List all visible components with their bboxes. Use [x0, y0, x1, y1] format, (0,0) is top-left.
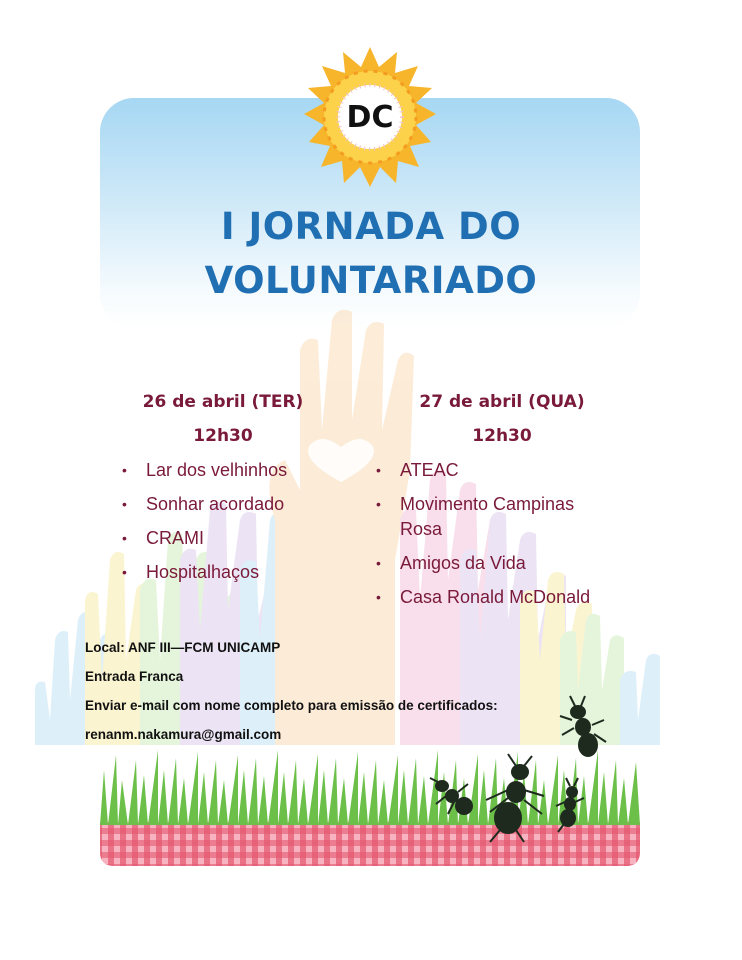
grass: [100, 750, 640, 825]
list-item: • CRAMI: [118, 526, 328, 551]
day1-date: 26 de abril (TER): [142, 392, 304, 412]
logo-letters: DC: [346, 100, 394, 135]
list-item: • Hospitalhaços: [118, 560, 328, 585]
title-line-2: VOLUNTARIADO: [204, 259, 538, 302]
list-item: • Sonhar acordado: [118, 492, 328, 517]
tablecloth: [100, 822, 640, 866]
instructions-text: Enviar e-mail com nome completo para emissão de certificados:: [85, 698, 498, 713]
day2-time: 12h30: [472, 426, 532, 446]
day1-time: 12h30: [193, 426, 253, 446]
list-item: • Lar dos velhinhos: [118, 458, 328, 483]
email-link[interactable]: renanm.nakamura@gmail.com: [85, 727, 282, 742]
list-item: • Casa Ronald McDonald: [372, 585, 632, 610]
day2-date: 27 de abril (QUA): [419, 392, 585, 412]
list-item: • ATEAC: [372, 458, 632, 483]
entry-text: Entrada Franca: [85, 669, 184, 684]
title-line-1: I JORNADA DO: [220, 205, 522, 248]
list-item: • Movimento Campinas Rosa: [372, 492, 620, 542]
location-text: Local: ANF III—FCM UNICAMP: [85, 640, 281, 655]
list-item: • Amigos da Vida: [372, 551, 632, 576]
